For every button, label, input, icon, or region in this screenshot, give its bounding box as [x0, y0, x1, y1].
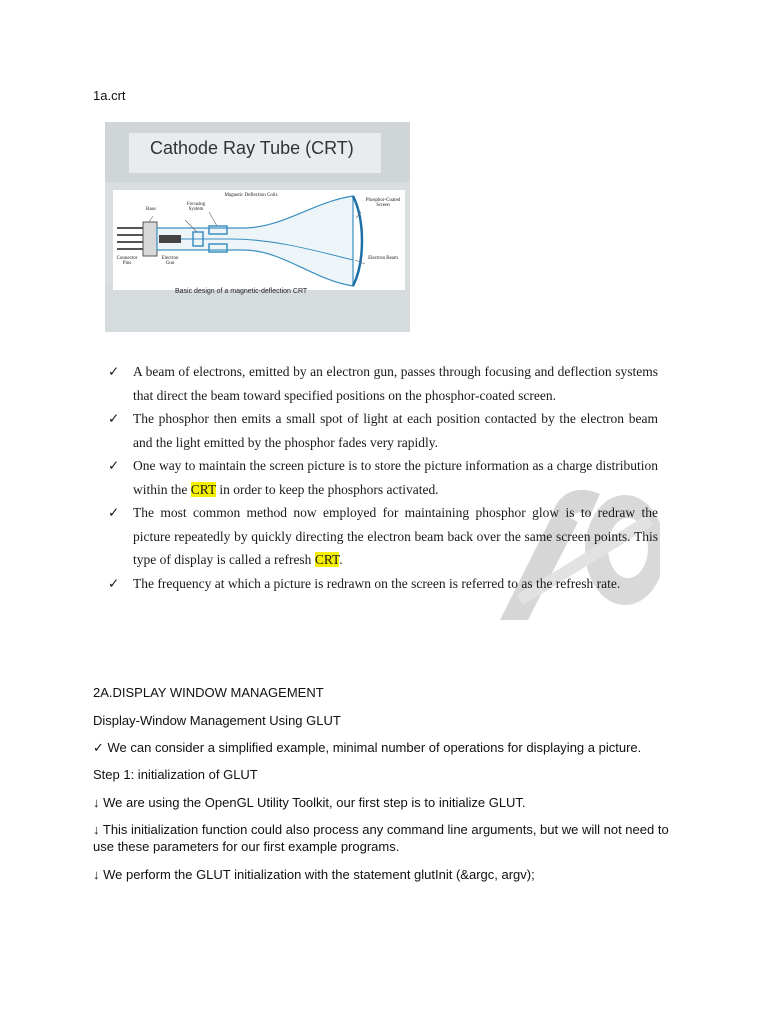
- list-item: [108, 572, 658, 596]
- check-icon: ✓: [108, 364, 120, 379]
- bullet-text-end: in order to keep the phosphors activated.: [215, 481, 439, 497]
- check-icon: ✓: [108, 575, 120, 591]
- list-item: [108, 407, 658, 454]
- list-item: [108, 454, 658, 501]
- label-phosphor-coated-screen: Phosphor-Coated Screen: [365, 198, 401, 208]
- step-1-heading: Step 1: initialization of GLUT: [93, 767, 258, 782]
- figure-title: Cathode Ray Tube (CRT): [150, 138, 354, 158]
- list-item: [108, 501, 658, 572]
- bullet-text-end: .: [339, 552, 343, 567]
- paragraph-1: ✓ We can consider a simplified example, minimal number of operations for displaying a picture.: [93, 740, 642, 755]
- section-heading-1a: 1a.crt: [93, 88, 126, 103]
- section-subheading: Display-Window Management Using GLUT: [93, 713, 341, 728]
- label-magnetic-deflection-coils: Magnetic Deflection Coils: [224, 193, 278, 198]
- crt-bullet-list: [108, 360, 658, 595]
- label-connector-pins: Connector Pins: [116, 256, 138, 266]
- crt-figure: [105, 122, 410, 332]
- label-electron-beam: Electron Beam: [368, 256, 398, 261]
- bullet-text: One way to maintain the screen picture is to store the picture information as a charge distribution within the: [133, 458, 658, 497]
- crt-diagram: [113, 190, 405, 290]
- highlighted-term: CRT: [314, 552, 340, 567]
- list-item: [108, 360, 658, 407]
- bullet-text: A beam of electrons, emitted by an electron gun, passes through focusing and deflection systems that direct the beam toward specified positions on the phosphor-coated screen.: [133, 364, 658, 403]
- paragraph-4: ↓ We perform the GLUT initialization with the statement glutInit (&argc, argv);: [93, 867, 535, 882]
- crt-tube-drawing: [113, 190, 405, 290]
- label-electron-gun: Electron Gun: [161, 256, 179, 266]
- check-icon: ✓: [108, 411, 120, 426]
- bullet-text: The most common method now employed for maintaining phosphor glow is to redraw the picture repeatedly by quickly directing the electron beam back over the same screen points. This type of display is called a refresh: [133, 505, 658, 567]
- check-icon: ✓: [108, 505, 120, 520]
- paragraph-3: ↓ This initialization function could also process any command line arguments, but we will not need to use these parameters for our first example programs.: [93, 822, 669, 854]
- paragraph-2: ↓ We are using the OpenGL Utility Toolkit, our first step is to initialize GLUT.: [93, 795, 526, 810]
- bullet-text: The phosphor then emits a small spot of light at each position contacted by the electron beam and the light emitted by the phosphor fades very rapidly.: [133, 411, 658, 450]
- bullet-text: The frequency at which a picture is redrawn on the screen is referred to as the refresh rate.: [133, 575, 621, 591]
- highlighted-term: CRT: [190, 481, 216, 497]
- figure-caption: Basic design of a magnetic-deflection CRT: [175, 288, 308, 295]
- check-icon: ✓: [108, 458, 120, 473]
- label-focusing-system: Focusing System: [186, 202, 206, 212]
- section-heading-2a: 2A.DISPLAY WINDOW MANAGEMENT: [93, 685, 324, 700]
- label-base: Base: [146, 207, 156, 212]
